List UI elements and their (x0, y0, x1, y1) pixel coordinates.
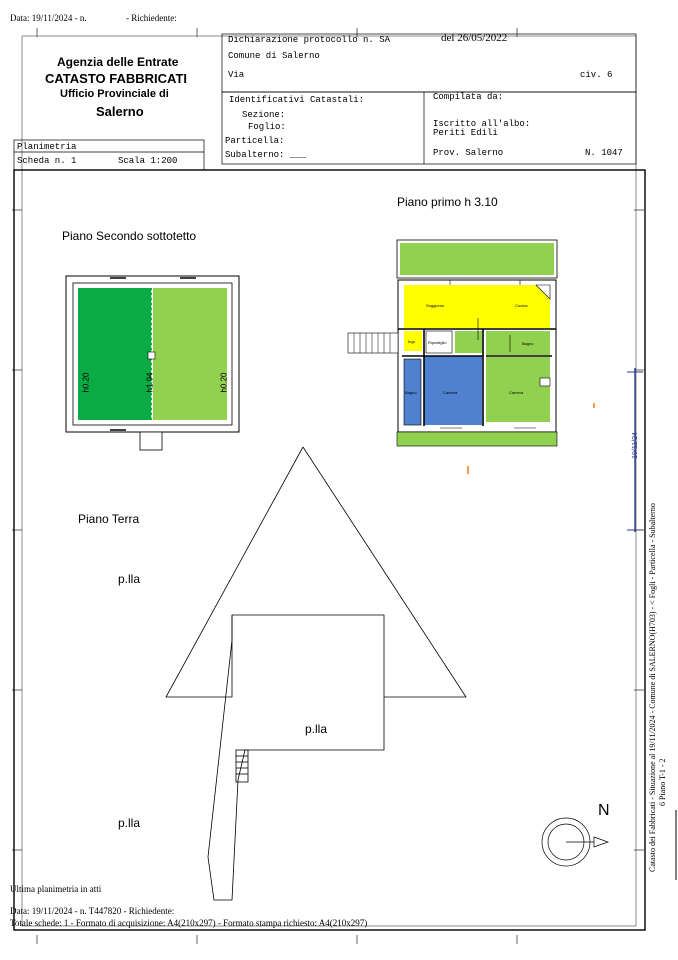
planimetria-label: Planimetria (17, 142, 77, 152)
top-requester: - Richiedente: (126, 13, 177, 23)
attic-plan (66, 276, 239, 450)
plla-label-2: p.lla (305, 722, 328, 736)
room-soggiorno: Soggiorno (426, 303, 445, 308)
prov-label: Prov. Salerno (433, 148, 504, 158)
footer-totale: Totale schede: 1 - Formato di acquisizione: A4(210x297) - Formato stampa richiesto: A4(210x297) (10, 918, 368, 928)
protocol-label: Dichiarazione protocollo n. SA (228, 35, 391, 45)
room-ingresso: Ingr. (408, 339, 416, 344)
terrace-top (400, 243, 554, 275)
side-situazione: Catasto dei Fabbricati - Situazione al 19/11/2024 - Comune di SALERNO(H703) - < Fogli - Particella - Subalterno (648, 503, 657, 872)
first-floor-title: Piano primo h 3.10 (397, 195, 498, 209)
plla-label-3: p.lla (118, 816, 141, 830)
ground-floor-title: Piano Terra (78, 512, 140, 526)
scala-label: Scala 1:200 (118, 156, 178, 166)
ufficio-label: Ufficio Provinciale di (60, 88, 169, 100)
room-cucina: Cucina (515, 303, 528, 308)
footer-data: Data: 19/11/2024 - n. T447820 - Richiedente: (10, 906, 175, 916)
compilata-label: Compilata da: (433, 92, 504, 102)
side-annotation: 19/11/24 (631, 432, 639, 459)
room-ripostiglio: Ripostiglio (428, 340, 447, 345)
terrace-bottom (397, 432, 557, 446)
attic-room-right (153, 288, 227, 420)
attic-room-left (78, 288, 152, 420)
subalterno-label: Subalterno: ___ (225, 150, 307, 160)
catasto-title: CATASTO FABBRICATI (45, 71, 188, 86)
agency-name: Agenzia delle Entrate (57, 55, 179, 69)
north-label: N (598, 802, 610, 819)
iscritto-label: Iscritto all'albo: (433, 119, 531, 129)
particella-label: Particella: (225, 136, 285, 146)
room-bagno-left: Bagno (405, 390, 417, 395)
ground-floor-plan (166, 447, 466, 900)
via-label: Via (228, 70, 245, 80)
plla-label-1: p.lla (118, 572, 141, 586)
civ-label: civ. 6 (580, 70, 613, 80)
footer-ultima: Ultima planimetria in atti (10, 884, 102, 894)
height-right: h0.20 (219, 372, 229, 393)
foglio-label: Foglio: (248, 122, 286, 132)
city-name: Salerno (96, 104, 144, 119)
room-camera-2: Camera (509, 390, 524, 395)
scheda-label: Scheda n. 1 (17, 156, 77, 166)
top-date: Data: 19/11/2024 - n. (10, 13, 87, 23)
albo-value: Periti Edili (433, 128, 498, 138)
side-piano: 6 Piano T-1 - 2 (658, 758, 667, 806)
room-camera-1: Camera (443, 390, 458, 395)
height-left: h0.20 (81, 372, 91, 393)
identificativi-label: Identificativi Catastali: (229, 95, 365, 105)
protocol-date: del 26/05/2022 (441, 32, 508, 44)
north-compass (542, 818, 608, 866)
comune-label: Comune di Salerno (228, 51, 320, 61)
height-center: h1.94 (145, 372, 155, 393)
room-bagno-right: Bagno (522, 341, 534, 346)
upper-floor-title: Piano Secondo sottotetto (62, 229, 197, 243)
sezione-label: Sezione: (242, 110, 286, 120)
numero-label: N. 1047 (585, 148, 623, 158)
